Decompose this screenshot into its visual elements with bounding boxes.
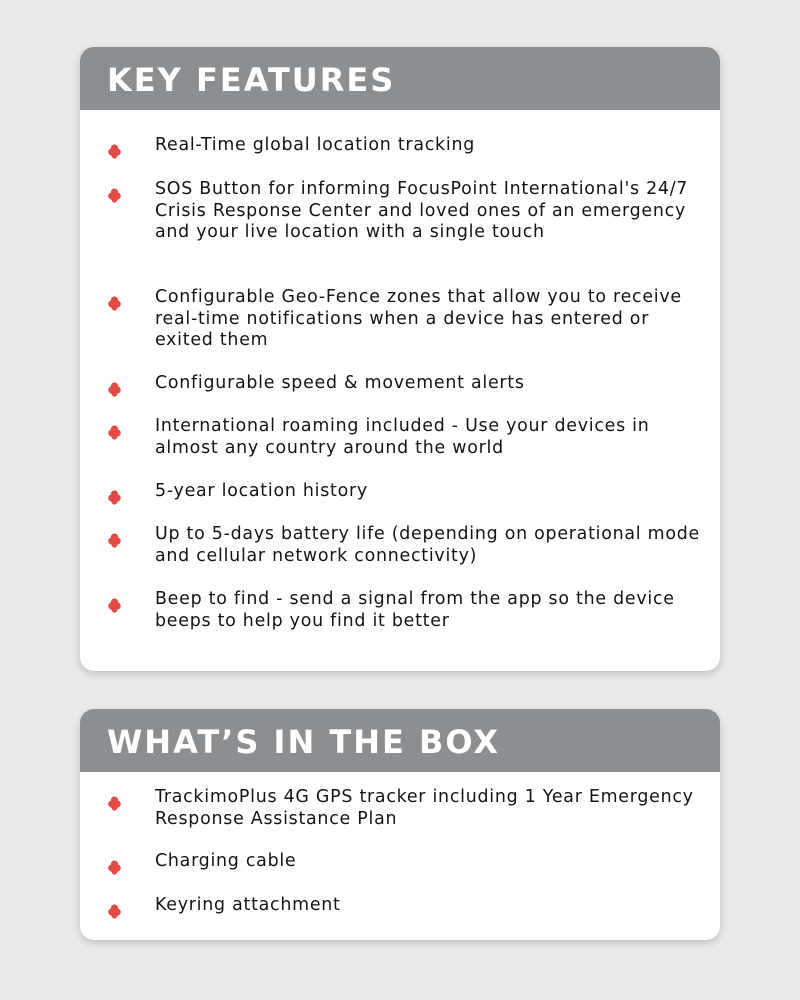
box-item-text: Charging cable [155, 851, 297, 871]
box-item-text: Keyring attachment [155, 895, 341, 915]
feature-text: SOS Button for informing FocusPoint International's 24/7 Crisis Response Center and loved ones of an emergency and your live location with a single touch [155, 179, 689, 243]
feature-text: Configurable Geo-Fence zones that allow you to receive real-time notifications when a device has entered or exited them [155, 287, 682, 351]
box-item-text: TrackimoPlus 4G GPS tracker including 1 Year Emergency Response Assistance Plan [155, 787, 694, 829]
key-features-card [80, 47, 720, 671]
bullet-icon [108, 425, 121, 440]
whats-in-the-box-card [80, 709, 720, 940]
whats-in-the-box-title: WHAT’S IN THE BOX [80, 709, 720, 772]
bullet-icon [108, 490, 121, 505]
bullet-icon [108, 860, 121, 875]
bullet-icon [108, 188, 121, 203]
feature-text: 5-year location history [155, 481, 368, 501]
feature-text: Configurable speed & movement alerts [155, 373, 525, 393]
feature-text: International roaming included - Use your devices in almost any country around the world [155, 416, 650, 458]
feature-text: Real-Time global location tracking [155, 135, 476, 155]
bullet-icon [108, 796, 121, 811]
feature-text: Beep to find - send a signal from the app so the device beeps to help you find it better [155, 589, 675, 631]
bullet-icon [108, 904, 121, 919]
bullet-icon [108, 144, 121, 159]
bullet-icon [108, 533, 121, 548]
bullet-icon [108, 382, 121, 397]
bullet-icon [108, 598, 121, 613]
bullet-icon [108, 296, 121, 311]
feature-text: Up to 5-days battery life (depending on operational mode and cellular network connectivity) [155, 524, 700, 566]
key-features-title: KEY FEATURES [80, 47, 720, 110]
